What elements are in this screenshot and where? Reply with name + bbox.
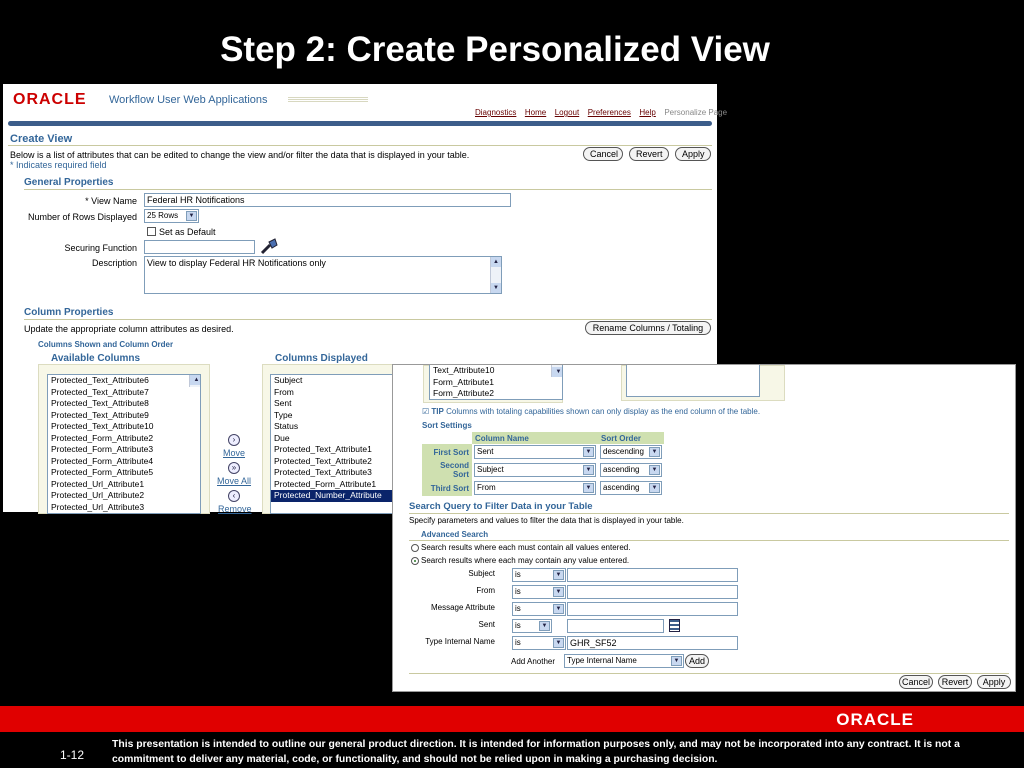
criteria-label-type-internal-name: Type Internal Name: [425, 637, 495, 646]
sort-search-screenshot: [392, 364, 1016, 692]
global-links: [475, 107, 733, 117]
chevron-down-icon: ▼: [553, 570, 564, 580]
list-item[interactable]: Protected_Form_Attribute2: [51, 432, 154, 443]
view-name-input[interactable]: Federal HR Notifications: [144, 193, 511, 207]
chevron-down-icon: ▼: [649, 483, 660, 493]
diagnostics-link[interactable]: Diagnostics: [475, 108, 517, 117]
sent-date-input[interactable]: [567, 619, 664, 633]
description-label: Description: [91, 258, 137, 268]
criteria-label-from: From: [476, 586, 495, 595]
divider: [24, 189, 712, 190]
select-value: is: [515, 570, 521, 579]
second-sort-order-select[interactable]: [600, 463, 662, 477]
table-row: [422, 460, 664, 480]
required-note: * Indicates required field: [10, 160, 107, 170]
divider: [409, 513, 1009, 514]
message-attribute-operator-select[interactable]: [512, 602, 566, 616]
rows-displayed-label: Number of Rows Displayed: [27, 212, 137, 222]
chevron-down-icon: ▼: [649, 447, 660, 457]
securing-function-label: Securing Function: [64, 243, 137, 253]
securing-function-input[interactable]: [144, 240, 255, 254]
oracle-footer-logo: ORACLE: [836, 710, 914, 729]
search-description: Specify parameters and values to filter the data that is displayed in your table.: [409, 516, 684, 525]
select-value: ascending: [603, 465, 640, 474]
table-row: [422, 444, 664, 460]
available-columns-list[interactable]: [47, 374, 201, 514]
match-all-label: Search results where each must contain all values entered.: [421, 543, 631, 552]
select-value: is: [515, 587, 521, 596]
scrollbar[interactable]: [189, 375, 200, 387]
list-item-selected[interactable]: Protected_Number_Attribute: [271, 490, 419, 502]
footer-bar: [0, 706, 1024, 732]
rows-displayed-value: 25 Rows: [147, 211, 179, 220]
list-item[interactable]: Sent: [274, 398, 292, 408]
app-title: Workflow User Web Applications: [109, 94, 268, 106]
search-query-title: Search Query to Filter Data in your Table: [409, 501, 593, 512]
remove-link[interactable]: Remove: [218, 504, 252, 514]
match-any-radio[interactable]: [411, 557, 419, 565]
select-value: From: [477, 483, 496, 492]
list-item[interactable]: Protected_Url_Attribute1: [51, 478, 145, 489]
move-all-icon[interactable]: »: [228, 462, 240, 474]
preferences-link[interactable]: Preferences: [587, 108, 631, 117]
sort-order-header: Sort Order: [598, 432, 664, 444]
scroll-up-icon[interactable]: ▲: [491, 257, 501, 267]
chevron-down-icon: ▼: [649, 465, 660, 475]
available-columns-title: Available Columns: [51, 353, 141, 364]
sort-row-label: First Sort: [422, 444, 472, 460]
home-link[interactable]: Home: [524, 108, 547, 117]
tip: [422, 407, 760, 416]
sort-settings-title: Sort Settings: [422, 421, 472, 430]
flashlight-search-icon[interactable]: [259, 237, 279, 255]
list-item[interactable]: Subject: [274, 375, 303, 385]
chevron-down-icon: ▼: [583, 483, 594, 493]
cancel-button[interactable]: Cancel: [583, 147, 623, 161]
third-sort-order-select[interactable]: [600, 481, 662, 495]
list-item[interactable]: Protected_Form_Attribute4: [51, 455, 154, 466]
list-item[interactable]: Protected_Url_Attribute3: [51, 501, 145, 512]
type-internal-name-operator-select[interactable]: [512, 636, 566, 650]
list-item[interactable]: Protected_Text_Attribute9: [51, 409, 149, 420]
subject-operator-select[interactable]: [512, 568, 566, 582]
move-link[interactable]: Move: [223, 448, 246, 458]
columns-shown-title: Columns Shown and Column Order: [38, 340, 174, 349]
column-name-header: Column Name: [472, 432, 598, 444]
chevron-down-icon: ▼: [186, 211, 197, 221]
select-value: Type Internal Name: [567, 656, 637, 665]
sort-table: [422, 432, 664, 496]
header-decoration: [288, 96, 368, 102]
select-value: is: [515, 604, 521, 613]
columns-list-partial[interactable]: [429, 365, 563, 400]
sort-row-label: Second Sort: [422, 460, 472, 480]
list-item[interactable]: Protected_Form_Attribute1: [274, 478, 377, 489]
scrollbar[interactable]: [490, 257, 501, 293]
first-sort-order-select[interactable]: [600, 445, 662, 459]
calendar-icon[interactable]: [669, 619, 680, 632]
divider: [409, 540, 1009, 541]
tip-text: Columns with totaling capabilities shown can only display as the end column of the table.: [446, 407, 761, 416]
oracle-logo: ORACLE: [13, 91, 87, 108]
tip-check-icon: ☑: [422, 407, 430, 416]
from-value-input[interactable]: [567, 585, 738, 599]
sort-row-label: Third Sort: [422, 480, 472, 496]
match-any-label: Search results where each may contain any value entered.: [421, 556, 630, 565]
list-item[interactable]: From: [274, 386, 294, 397]
move-icon[interactable]: ›: [228, 434, 240, 446]
list-item[interactable]: Due: [274, 432, 290, 443]
table-row: [422, 480, 664, 496]
rows-displayed-select[interactable]: [144, 209, 199, 223]
general-properties-title: General Properties: [24, 177, 114, 188]
add-another-label: Add Another: [511, 657, 556, 666]
chevron-down-icon: ▼: [553, 638, 564, 648]
list-item[interactable]: Form_Attribute2: [433, 388, 494, 398]
personalize-page-link[interactable]: Personalize Page: [664, 108, 728, 117]
create-view-description: Below is a list of attributes that can be edited to change the view and/or filter the data that is displayed in your table.: [10, 150, 470, 160]
first-sort-column-select[interactable]: [474, 445, 596, 459]
divider: [409, 673, 1009, 674]
sent-operator-select[interactable]: [512, 619, 552, 633]
add-button[interactable]: Add: [685, 654, 709, 668]
select-value: is: [515, 638, 521, 647]
description-value: View to display Federal HR Notifications only: [147, 258, 326, 268]
match-all-radio[interactable]: [411, 544, 419, 552]
scroll-down-icon[interactable]: ▼: [552, 367, 562, 377]
list-item[interactable]: Protected_Form_Attribute5: [51, 467, 154, 477]
apply-button[interactable]: Apply: [675, 147, 711, 161]
set-default-label: Set as Default: [159, 227, 216, 237]
list-item[interactable]: Protected_Text_Attribute3: [274, 467, 372, 477]
create-view-title: Create View: [10, 133, 73, 145]
list-item[interactable]: Status: [274, 421, 299, 431]
select-value: Subject: [477, 465, 504, 474]
column-properties-title: Column Properties: [24, 307, 114, 318]
page-number: 1-12: [60, 748, 85, 762]
set-default-checkbox[interactable]: [147, 227, 156, 236]
subject-value-input[interactable]: [567, 568, 738, 582]
list-item[interactable]: Protected_Url_Attribute2: [51, 490, 145, 500]
criteria-label-subject: Subject: [468, 569, 495, 578]
add-another-select[interactable]: [564, 654, 684, 668]
scroll-up-icon[interactable]: ▲: [190, 375, 200, 385]
columns-displayed-title: Columns Displayed: [275, 353, 368, 364]
revert-button[interactable]: Revert: [629, 147, 669, 161]
from-operator-select[interactable]: [512, 585, 566, 599]
chevron-down-icon: ▼: [583, 447, 594, 457]
divider: [24, 319, 712, 320]
criteria-label-sent: Sent: [478, 620, 495, 629]
chevron-down-icon: ▼: [539, 621, 550, 631]
second-sort-column-select[interactable]: [474, 463, 596, 477]
chevron-down-icon: ▼: [671, 656, 682, 666]
chevron-down-icon: ▼: [583, 465, 594, 475]
list-item[interactable]: Protected_Text_Attribute8: [51, 398, 149, 408]
match-all-option[interactable]: [411, 543, 630, 552]
list-item[interactable]: Type: [274, 409, 293, 420]
select-value: ascending: [603, 483, 640, 492]
apply-button[interactable]: Apply: [977, 675, 1011, 689]
description-textarea[interactable]: [144, 256, 502, 294]
tip-label: TIP: [431, 407, 444, 416]
logout-link[interactable]: Logout: [554, 108, 580, 117]
match-any-option[interactable]: [411, 556, 629, 565]
select-value: Sent: [477, 447, 494, 456]
list-item[interactable]: Protected_Text_Attribute1: [274, 444, 372, 454]
list-item[interactable]: Protected_Form_Attribute3: [51, 444, 154, 454]
divider: [8, 145, 712, 146]
rename-columns-button[interactable]: Rename Columns / Totaling: [585, 321, 711, 335]
disclaimer: This presentation is intended to outline our general product direction. It is intended for information purposes only, and may not be incorporated into any contract. It is not a commitment to deliver any material, code, or functionality, and should not be relied upon in making a purchasing decision.: [112, 739, 960, 765]
type-internal-name-value-input[interactable]: GHR_SF52: [567, 636, 738, 650]
scroll-down-icon[interactable]: ▼: [491, 283, 501, 293]
third-sort-column-select[interactable]: [474, 481, 596, 495]
move-all-link[interactable]: Move All: [217, 476, 252, 486]
message-attribute-value-input[interactable]: [567, 602, 738, 616]
scrollbar[interactable]: [551, 365, 562, 377]
chevron-down-icon: ▼: [553, 587, 564, 597]
help-link[interactable]: Help: [639, 108, 656, 117]
slide-title: Step 2: Create Personalized View: [220, 30, 770, 69]
list-item[interactable]: Protected_Text_Attribute7: [51, 386, 149, 397]
criteria-label-message-attribute: Message Attribute: [430, 603, 495, 612]
list-item[interactable]: Text_Attribute10: [433, 365, 495, 375]
select-value: descending: [603, 447, 644, 456]
list-item[interactable]: Protected_Text_Attribute6: [51, 375, 149, 385]
select-value: is: [515, 621, 521, 630]
header-bar: [8, 121, 712, 126]
cancel-button[interactable]: Cancel: [899, 675, 933, 689]
view-name-label: * View Name: [85, 196, 137, 206]
list-item[interactable]: Protected_Text_Attribute10: [51, 421, 154, 431]
remove-icon[interactable]: ‹: [228, 490, 240, 502]
displayed-list-partial[interactable]: [626, 365, 760, 397]
revert-button[interactable]: Revert: [938, 675, 972, 689]
chevron-down-icon: ▼: [553, 604, 564, 614]
advanced-search-title: Advanced Search: [421, 530, 489, 539]
list-item[interactable]: Form_Attribute1: [433, 376, 494, 387]
column-instructions: Update the appropriate column attributes as desired.: [24, 324, 234, 334]
list-item[interactable]: Protected_Text_Attribute2: [274, 455, 372, 466]
